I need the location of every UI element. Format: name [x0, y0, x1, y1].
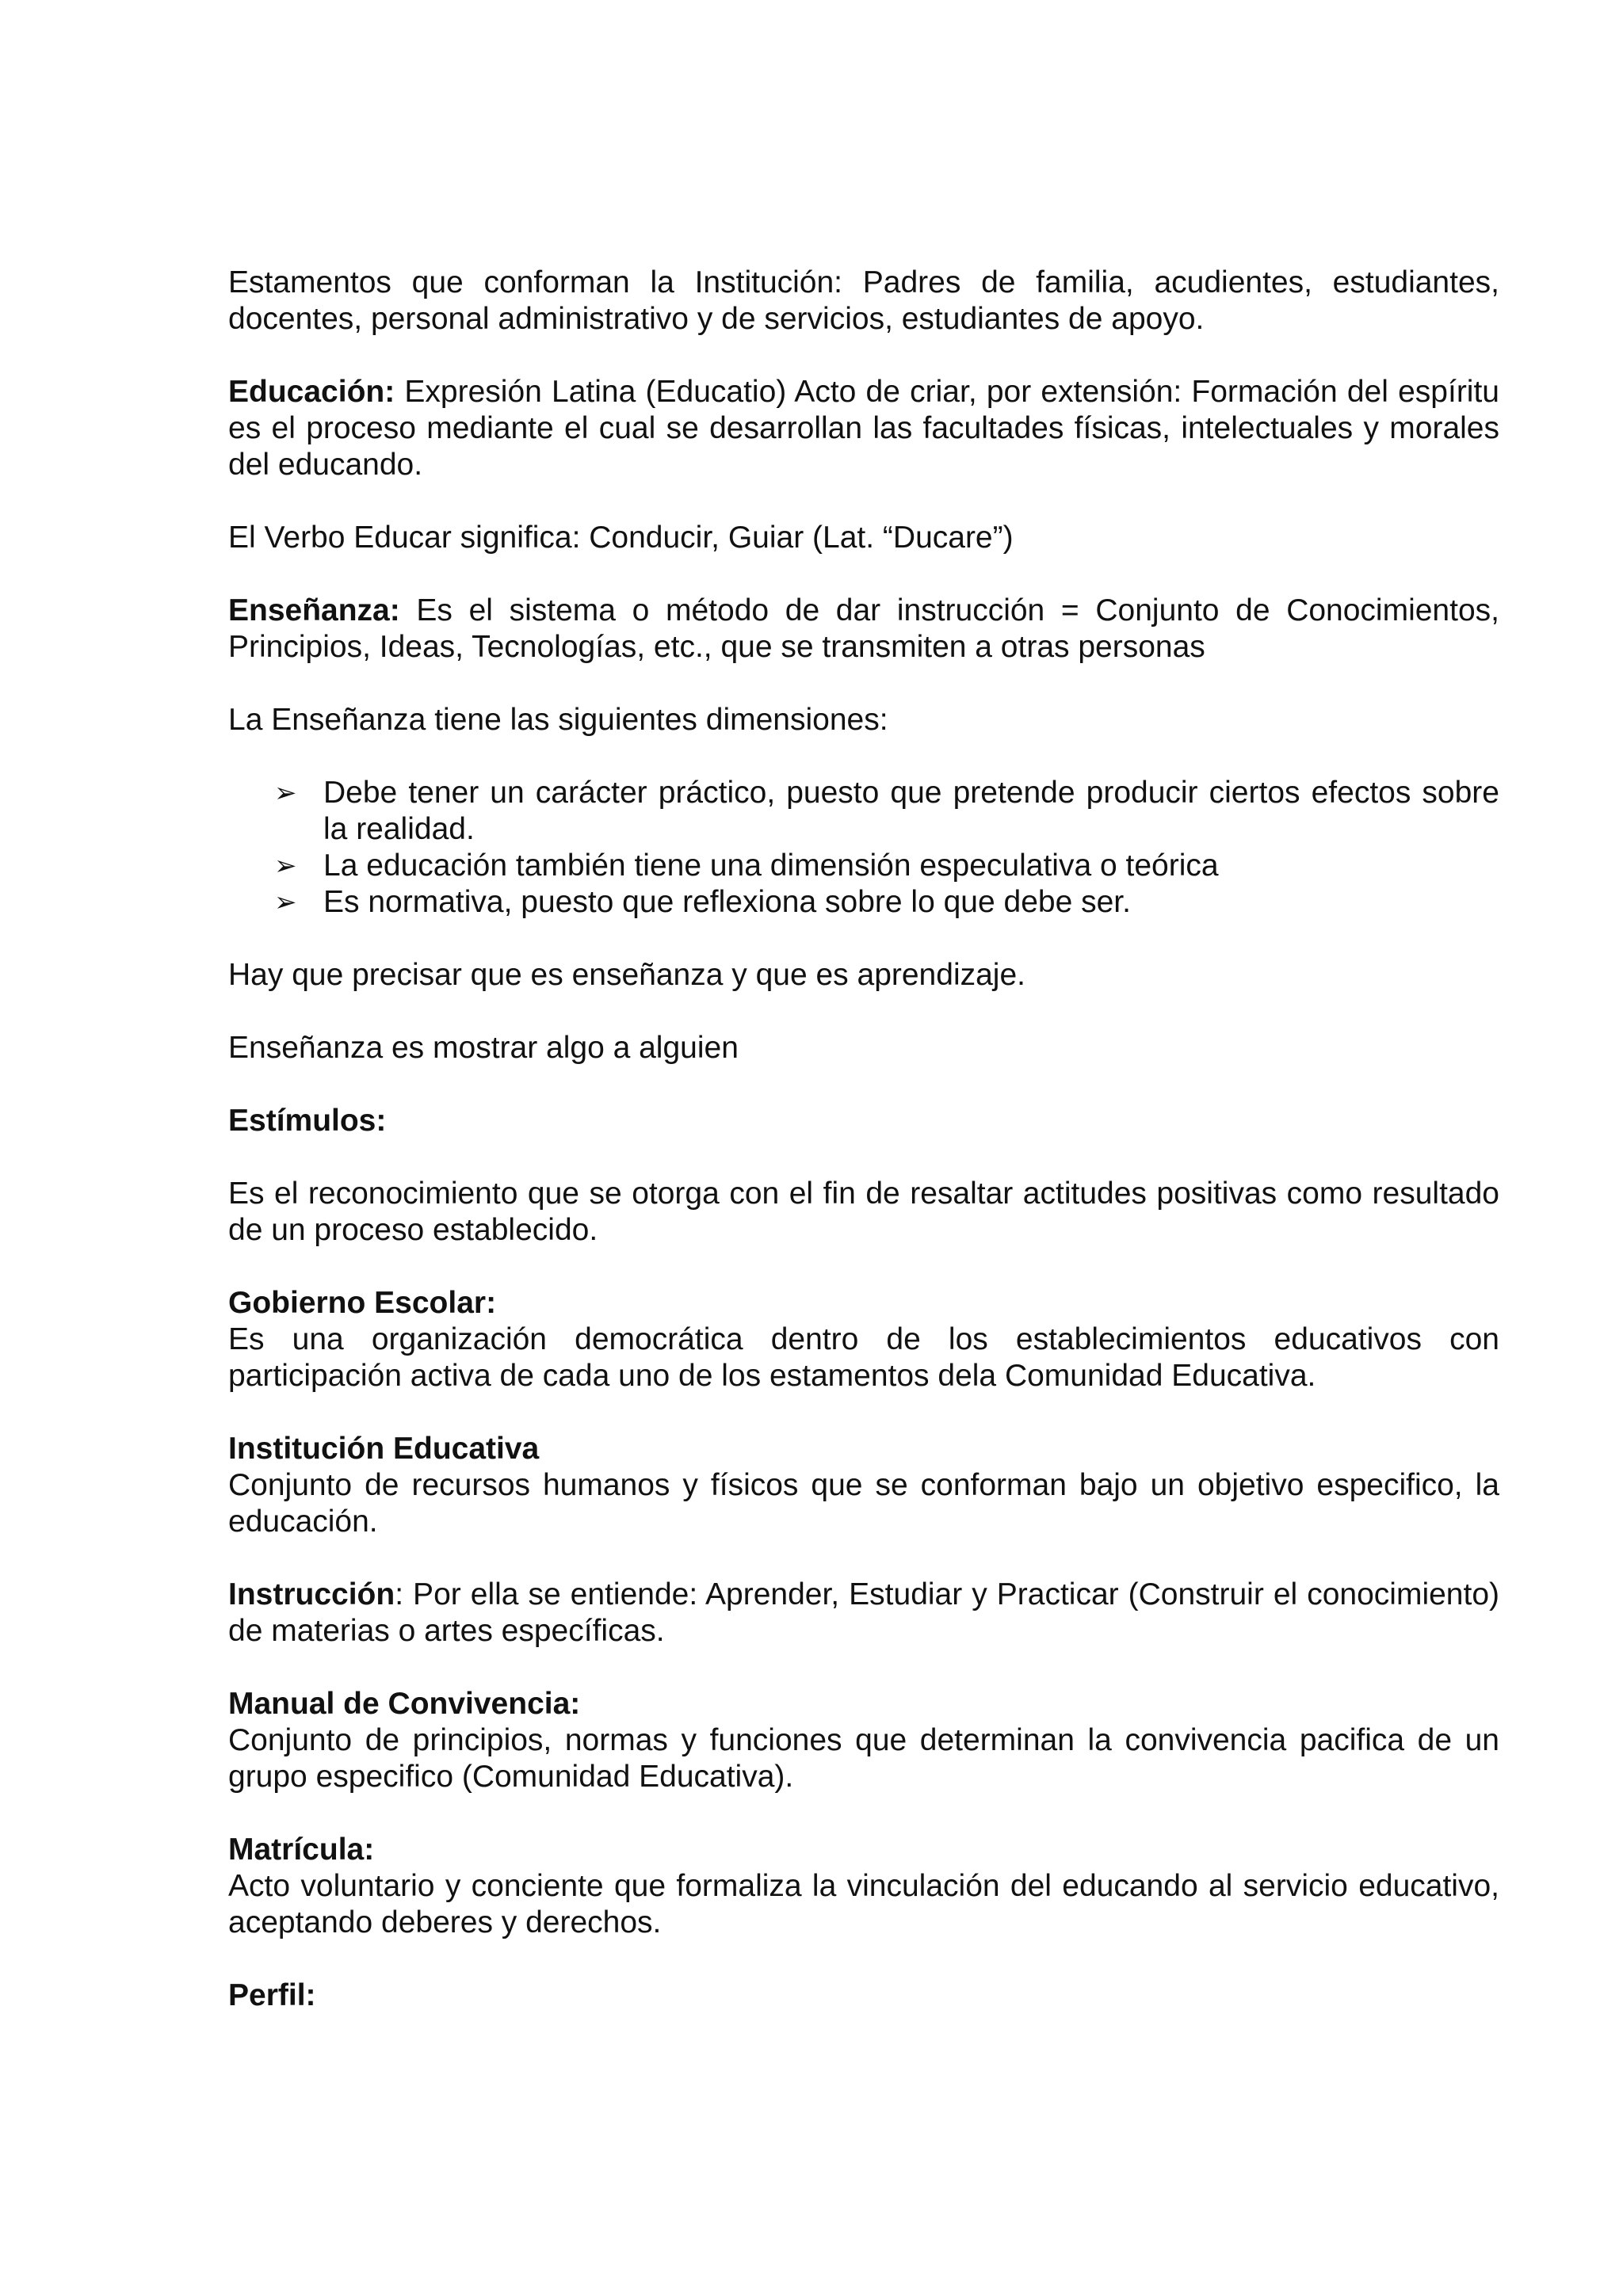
matricula-term: Matrícula:: [228, 1833, 375, 1867]
arrowhead-bullet-icon: ➢: [274, 887, 297, 918]
institucion-definition: [228, 1431, 1499, 1540]
list-item: [274, 775, 1499, 848]
estimulos-text: Es el reconocimiento que se otorga con el fin de resaltar actitudes positivas como resultado de un proceso establecido.: [228, 1177, 1499, 1247]
list-item: [274, 848, 1499, 884]
educacion-text: Expresión Latina (Educatio) Acto de criar, por extensión: Formación del espíritu es el proceso mediante el cual se desarrollan las facultades físicas, intelectuales y morales del educando.: [228, 375, 1499, 482]
document-page: [228, 265, 1499, 2050]
mostrar-paragraph: Enseñanza es mostrar algo a alguien: [228, 1031, 739, 1065]
instruccion-term: Instrucción: [228, 1577, 395, 1611]
gobierno-definition: [228, 1285, 1499, 1394]
list-item-text: La educación también tiene una dimensión especulativa o teórica: [323, 849, 1219, 883]
instruccion-text: : Por ella se entiende: Aprender, Estudiar y Practicar (Construir el conocimiento) de materias o artes específicas.: [228, 1577, 1499, 1648]
perfil-definition: [228, 1978, 1499, 2014]
ensenanza-definition: [228, 593, 1499, 666]
arrowhead-bullet-icon: ➢: [274, 777, 297, 809]
precisar-paragraph: Hay que precisar que es enseñanza y que es aprendizaje.: [228, 958, 1025, 992]
list-item-text: Debe tener un carácter práctico, puesto que pretende producir ciertos efectos sobre la realidad.: [323, 776, 1499, 846]
estamentos-paragraph: Estamentos que conforman la Institución: Padres de familia, acudientes, estudiantes, docentes, personal administrativo y de servicios, estudiantes de apoyo.: [228, 265, 1499, 336]
gobierno-term: Gobierno Escolar:: [228, 1286, 497, 1320]
dimensiones-list: [228, 775, 1499, 921]
arrowhead-bullet-icon: ➢: [274, 850, 297, 882]
estimulos-heading: [228, 1103, 1499, 1139]
matricula-definition: [228, 1832, 1499, 1941]
ensenanza-text: Es el sistema o método de dar instrucción = Conjunto de Conocimientos, Principios, Ideas, Tecnologías, etc., que se transmiten a otras personas: [228, 593, 1499, 664]
ensenanza-term: Enseñanza:: [228, 593, 400, 627]
verbo-educar-paragraph: El Verbo Educar significa: Conducir, Guiar (Lat. “Ducare”): [228, 521, 1014, 555]
estimulos-term: Estímulos:: [228, 1104, 387, 1138]
manual-definition: [228, 1686, 1499, 1795]
institucion-term: Institución Educativa: [228, 1432, 540, 1466]
gobierno-text: Es una organización democrática dentro de los establecimientos educativos con participación activa de cada uno de los estamentos dela Comunidad Educativa.: [228, 1322, 1499, 1393]
matricula-text: Acto voluntario y conciente que formaliza la vinculación del educando al servicio educativo, aceptando deberes y derechos.: [228, 1869, 1499, 1939]
list-item: [274, 884, 1499, 921]
instruccion-definition: [228, 1577, 1499, 1650]
perfil-term: Perfil:: [228, 1978, 316, 2012]
dimensiones-intro: La Enseñanza tiene las siguientes dimensiones:: [228, 703, 888, 737]
educacion-term: Educación:: [228, 375, 395, 409]
institucion-text: Conjunto de recursos humanos y físicos que se conforman bajo un objetivo especifico, la educación.: [228, 1468, 1499, 1539]
manual-term: Manual de Convivencia:: [228, 1687, 581, 1721]
manual-text: Conjunto de principios, normas y funciones que determinan la convivencia pacifica de un grupo especifico (Comunidad Educativa).: [228, 1723, 1499, 1794]
educacion-definition: [228, 374, 1499, 483]
list-item-text: Es normativa, puesto que reflexiona sobre lo que debe ser.: [323, 885, 1131, 919]
